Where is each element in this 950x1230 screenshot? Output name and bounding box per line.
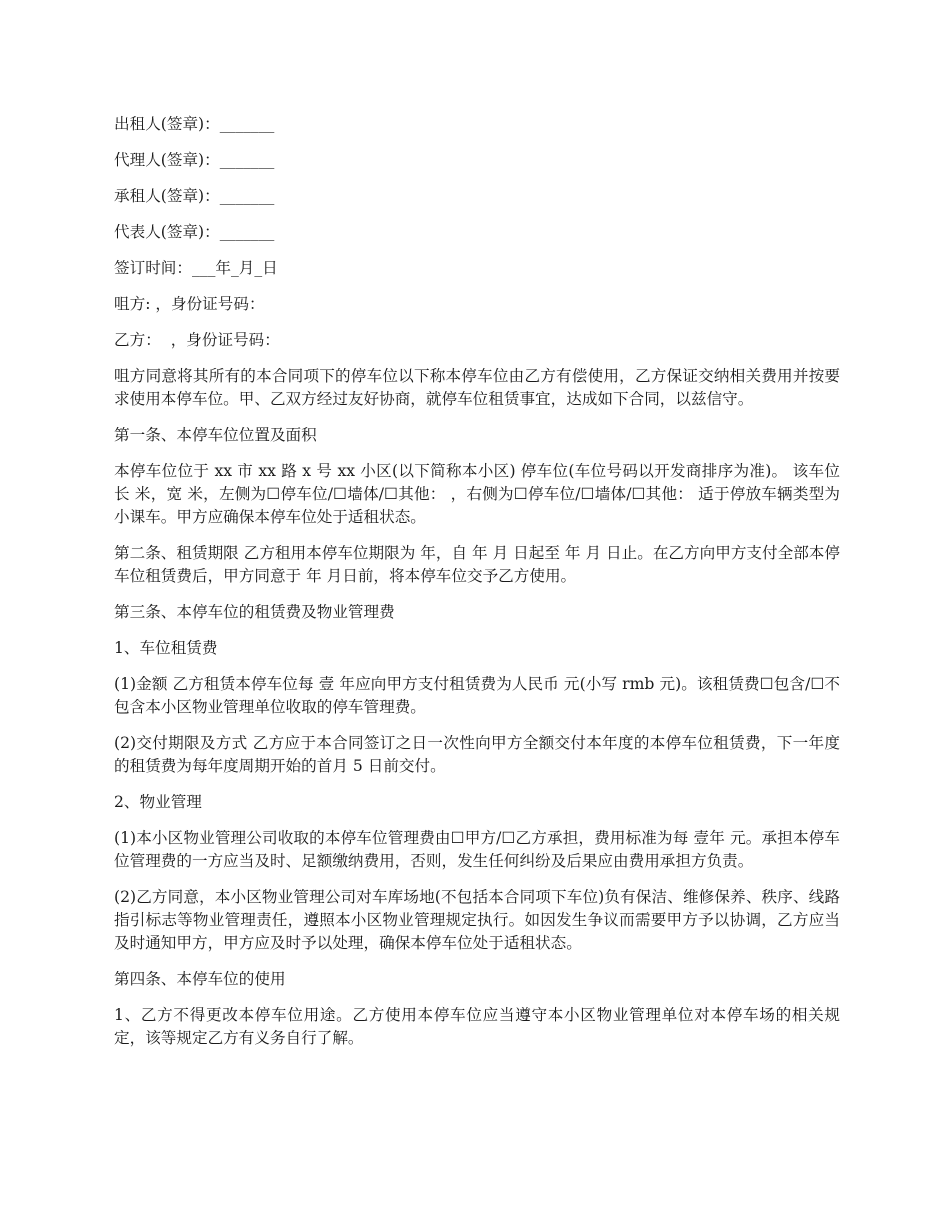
article-3-heading: 第三条、本停车位的租赁费及物业管理费: [114, 603, 395, 621]
party-a-line: 咀方: ，身份证号码：: [114, 295, 265, 313]
party-b-line: 乙方： ，身份证号码：: [114, 331, 280, 349]
lessee-signature-line: 承租人(签章)：_______: [114, 187, 275, 205]
document-page: [114, 113, 840, 1063]
lessor-signature-line: 出租人(签章)：_______: [114, 115, 275, 133]
article-4-heading: 第四条、本停车位的使用: [114, 970, 286, 988]
intro-paragraph: 咀方同意将其所有的本合同项下的停车位以下称本停车位由乙方有偿使用，乙方保证交纳相关费用并按要求使用本停车位。甲、乙双方经过友好协商，就停车位租赁事宜，达成如下合同，以兹信守。: [114, 367, 840, 408]
article-1-body: 本停车位位于 xx 市 xx 路 x 号 xx 小区(以下简称本小区) 停车位(车位号码以开发商排序为准)。 该车位长 米，宽 米，左侧为☐停车位/☐墙体/☐其他： ，右侧为☐停车位/☐墙体/☐其他： 适于停放车辆类型为小课车。甲方应确保本停车位处于适租状态。: [114, 462, 840, 526]
representative-signature-line: 代表人(签章)：_______: [114, 223, 275, 241]
section-2-item-1: (1)本小区物业管理公司收取的本停车位管理费由☐甲方/☐乙方承担，费用标准为每 壹年 元。承担本停车位管理费的一方应当及时、足额缴纳费用，否则，发生任何纠纷及后果应由费用承担方负责。: [114, 829, 840, 870]
section-1-item-2: (2)交付期限及方式 乙方应于本合同签订之日一次性向甲方全额交付本年度的本停车位租赁费，下一年度的租赁费为每年度周期开始的首月 5 日前交付。: [114, 734, 840, 775]
section-1-item-1: (1)金额 乙方租赁本停车位每 壹 年应向甲方支付租赁费为人民币 元(小写 rmb 元)。该租赁费☐包含/☐不包含本小区物业管理单位收取的停车管理费。: [114, 675, 840, 716]
section-2-item-2: (2)乙方同意，本小区物业管理公司对车库场地(不包括本合同项下车位)负有保洁、维修保养、秩序、线路指引标志等物业管理责任，遵照本小区物业管理规定执行。如因发生争议而需要甲方予以协调，乙方应当及时通知甲方，甲方应及时予以处理，确保本停车位处于适租状态。: [114, 888, 840, 952]
article-4-item-1: 1、乙方不得更改本停车位用途。乙方使用本停车位应当遵守本小区物业管理单位对本停车场的相关规定，该等规定乙方有义务自行了解。: [114, 1006, 840, 1047]
agent-signature-line: 代理人(签章)：_______: [114, 151, 275, 169]
article-1-heading: 第一条、本停车位位置及面积: [114, 426, 317, 444]
sign-date-line: 签订时间：___年_月_日: [114, 259, 278, 277]
section-1-heading: 1、车位租赁费: [114, 639, 218, 657]
article-2-paragraph: 第二条、租赁期限 乙方租用本停车位期限为 年，自 年 月 日起至 年 月 日止。在乙方向甲方支付全部本停车位租赁费后，甲方同意于 年 月日前，将本停车位交予乙方使用。: [114, 544, 840, 585]
section-2-heading: 2、物业管理: [114, 793, 202, 811]
